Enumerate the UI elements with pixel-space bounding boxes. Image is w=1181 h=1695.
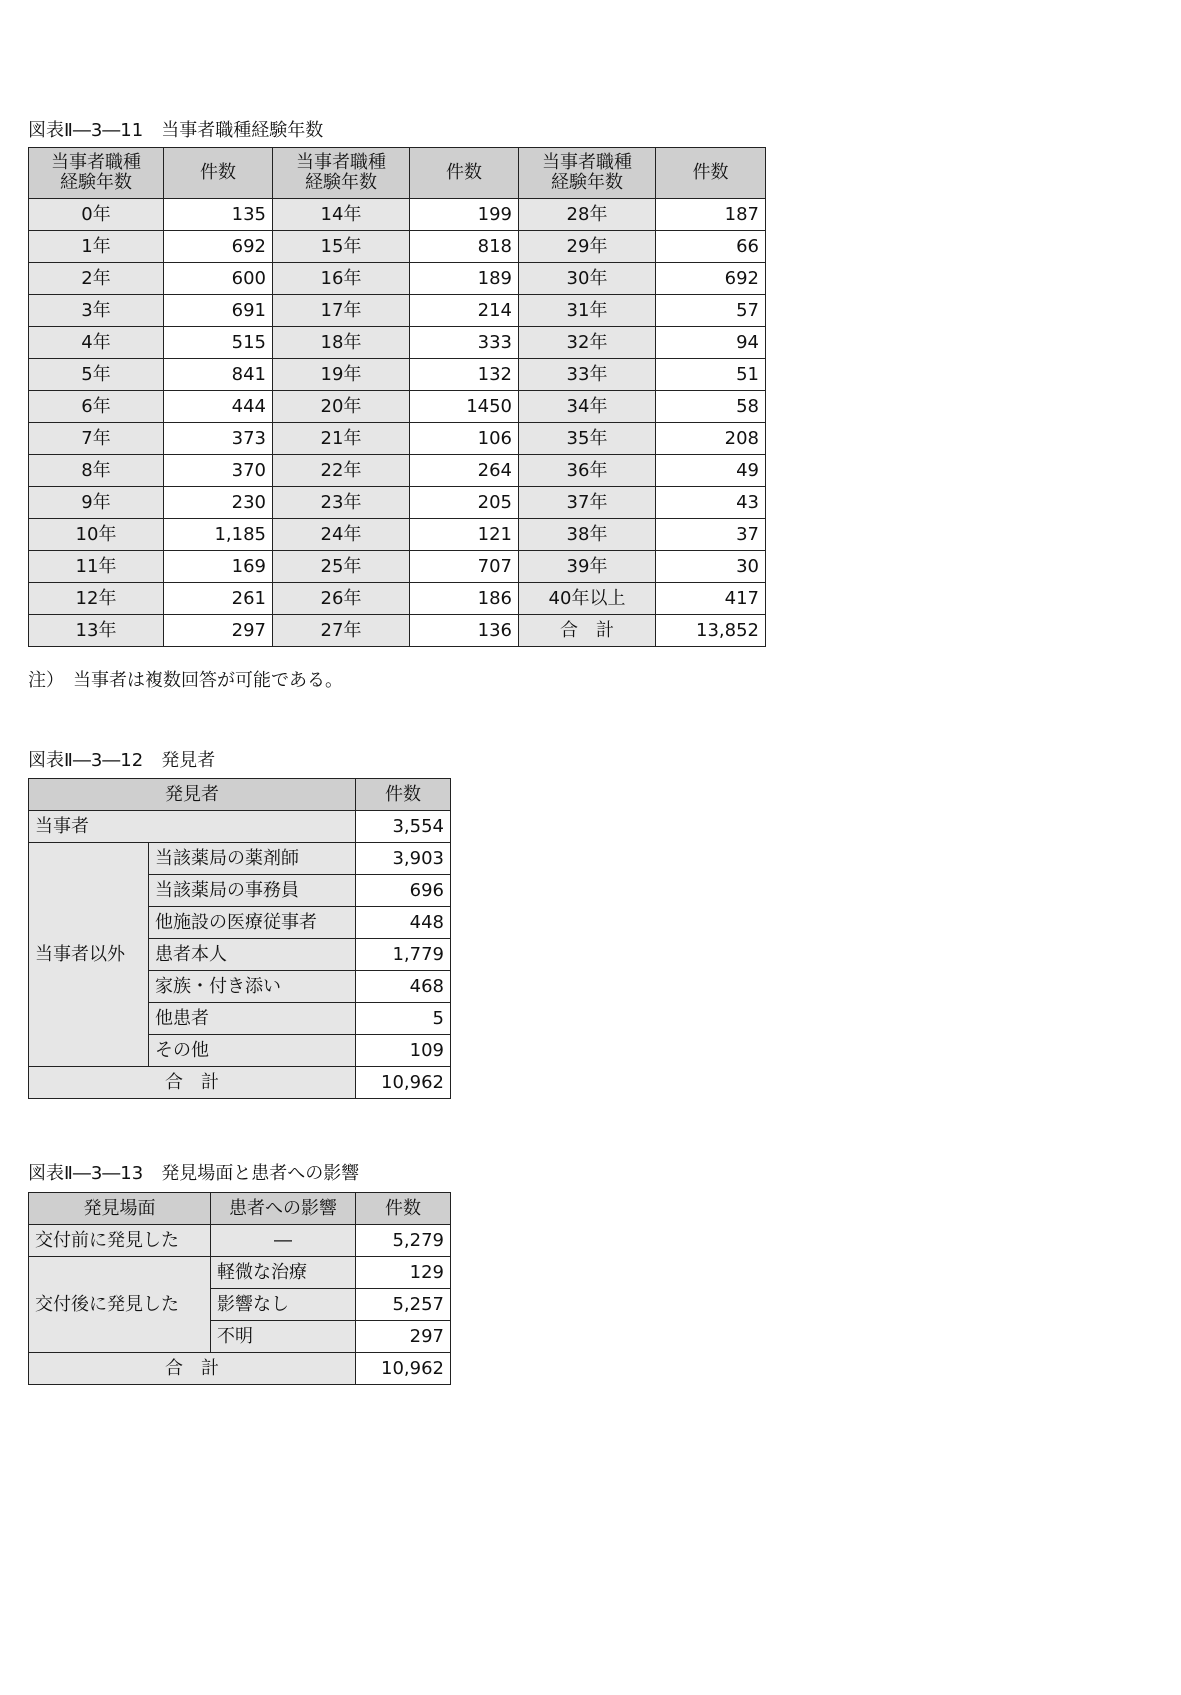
- count-cell: 136: [410, 615, 519, 647]
- count-cell: 94: [656, 327, 766, 359]
- table-row: [29, 487, 766, 519]
- count-cell: 205: [410, 487, 519, 519]
- table-header-row: [29, 1193, 451, 1225]
- row-count: 1,779: [356, 939, 451, 971]
- years-cell: 5年: [29, 359, 164, 391]
- count-cell: 841: [164, 359, 273, 391]
- years-cell: 33年: [519, 359, 656, 391]
- years-cell: 11年: [29, 551, 164, 583]
- count-cell: 214: [410, 295, 519, 327]
- discoverer-table: [28, 778, 451, 1099]
- years-cell: 4年: [29, 327, 164, 359]
- header-discoverer: 発見者: [29, 779, 356, 811]
- header-line: 当事者職種: [51, 152, 141, 173]
- count-cell: 230: [164, 487, 273, 519]
- count-cell: 692: [656, 263, 766, 295]
- row-label: 家族・付き添い: [149, 971, 356, 1003]
- row-count: 5: [356, 1003, 451, 1035]
- table-row: [29, 359, 766, 391]
- table-row: [29, 199, 766, 231]
- years-cell: 25年: [273, 551, 410, 583]
- header-line: 経験年数: [551, 172, 623, 193]
- row-label: 他施設の医療従事者: [149, 907, 356, 939]
- years-cell: 合 計: [519, 615, 656, 647]
- years-cell: 16年: [273, 263, 410, 295]
- header-line: 当事者職種: [296, 152, 386, 173]
- table-row: [29, 1257, 451, 1289]
- row-scene: 交付前に発見した: [29, 1225, 211, 1257]
- count-cell: 57: [656, 295, 766, 327]
- total-count: 10,962: [356, 1067, 451, 1099]
- count-cell: 1450: [410, 391, 519, 423]
- count-cell: 132: [410, 359, 519, 391]
- count-cell: 444: [164, 391, 273, 423]
- row-count: 696: [356, 875, 451, 907]
- table-row: [29, 1225, 451, 1257]
- row-count: 5,257: [356, 1289, 451, 1321]
- count-cell: 370: [164, 455, 273, 487]
- row-effect: 不明: [211, 1321, 356, 1353]
- count-cell: 417: [656, 583, 766, 615]
- years-cell: 35年: [519, 423, 656, 455]
- row-label: 当該薬局の事務員: [149, 875, 356, 907]
- header-count: 件数: [164, 148, 273, 199]
- years-cell: 39年: [519, 551, 656, 583]
- count-cell: 691: [164, 295, 273, 327]
- years-cell: 6年: [29, 391, 164, 423]
- table1-title: 図表Ⅱ―3―11 当事者職種経験年数: [28, 120, 324, 141]
- years-cell: 24年: [273, 519, 410, 551]
- years-cell: 22年: [273, 455, 410, 487]
- table-row: [29, 263, 766, 295]
- table-row: [29, 295, 766, 327]
- table-row: [29, 423, 766, 455]
- row-label: 患者本人: [149, 939, 356, 971]
- row-label: その他: [149, 1035, 356, 1067]
- header-count: 件数: [356, 779, 451, 811]
- header-line: 当事者職種: [542, 152, 632, 173]
- row-count: 3,903: [356, 843, 451, 875]
- years-cell: 30年: [519, 263, 656, 295]
- header-line: 経験年数: [305, 172, 377, 193]
- table-row: [29, 231, 766, 263]
- count-cell: 135: [164, 199, 273, 231]
- count-cell: 49: [656, 455, 766, 487]
- years-cell: 9年: [29, 487, 164, 519]
- table-row: [29, 327, 766, 359]
- header-effect: 患者への影響: [211, 1193, 356, 1225]
- years-cell: 3年: [29, 295, 164, 327]
- years-cell: 38年: [519, 519, 656, 551]
- header-scene: 発見場面: [29, 1193, 211, 1225]
- row-count: 129: [356, 1257, 451, 1289]
- years-cell: 20年: [273, 391, 410, 423]
- years-cell: 7年: [29, 423, 164, 455]
- total-row: [29, 1353, 451, 1385]
- years-cell: 26年: [273, 583, 410, 615]
- count-cell: 600: [164, 263, 273, 295]
- table-row: [29, 455, 766, 487]
- table-row: [29, 811, 451, 843]
- count-cell: 187: [656, 199, 766, 231]
- table1-note: 注） 当事者は複数回答が可能である。: [28, 670, 343, 691]
- total-row: [29, 1067, 451, 1099]
- years-cell: 34年: [519, 391, 656, 423]
- discovery-scene-table: [28, 1192, 451, 1385]
- header-count: 件数: [356, 1193, 451, 1225]
- row-count: 3,554: [356, 811, 451, 843]
- years-cell: 23年: [273, 487, 410, 519]
- table3-title: 図表Ⅱ―3―13 発見場面と患者への影響: [28, 1163, 360, 1184]
- years-cell: 2年: [29, 263, 164, 295]
- years-cell: 0年: [29, 199, 164, 231]
- count-cell: 199: [410, 199, 519, 231]
- years-cell: 18年: [273, 327, 410, 359]
- row-count: 109: [356, 1035, 451, 1067]
- row-label: 当該薬局の薬剤師: [149, 843, 356, 875]
- years-cell: 28年: [519, 199, 656, 231]
- row-count: 468: [356, 971, 451, 1003]
- table-row: [29, 519, 766, 551]
- count-cell: 186: [410, 583, 519, 615]
- count-cell: 373: [164, 423, 273, 455]
- header-count: 件数: [656, 148, 766, 199]
- years-cell: 15年: [273, 231, 410, 263]
- table-header-row: [29, 148, 766, 199]
- count-cell: 707: [410, 551, 519, 583]
- table2-title: 図表Ⅱ―3―12 発見者: [28, 750, 216, 771]
- experience-years-table: [28, 147, 766, 647]
- count-cell: 43: [656, 487, 766, 519]
- count-cell: 333: [410, 327, 519, 359]
- years-cell: 8年: [29, 455, 164, 487]
- years-cell: 27年: [273, 615, 410, 647]
- row-effect: 軽微な治療: [211, 1257, 356, 1289]
- row-effect: ―: [211, 1225, 356, 1257]
- count-cell: 261: [164, 583, 273, 615]
- years-cell: 21年: [273, 423, 410, 455]
- years-cell: 31年: [519, 295, 656, 327]
- years-cell: 29年: [519, 231, 656, 263]
- table-header-row: [29, 779, 451, 811]
- row-label: 他患者: [149, 1003, 356, 1035]
- header-experience-years: [273, 148, 410, 199]
- table-row: [29, 843, 451, 875]
- years-cell: 14年: [273, 199, 410, 231]
- row-count: 5,279: [356, 1225, 451, 1257]
- count-cell: 297: [164, 615, 273, 647]
- count-cell: 13,852: [656, 615, 766, 647]
- count-cell: 1,185: [164, 519, 273, 551]
- count-cell: 515: [164, 327, 273, 359]
- count-cell: 37: [656, 519, 766, 551]
- years-cell: 40年以上: [519, 583, 656, 615]
- row-count: 297: [356, 1321, 451, 1353]
- count-cell: 169: [164, 551, 273, 583]
- count-cell: 58: [656, 391, 766, 423]
- row-count: 448: [356, 907, 451, 939]
- header-experience-years: [29, 148, 164, 199]
- count-cell: 30: [656, 551, 766, 583]
- years-cell: 19年: [273, 359, 410, 391]
- header-count: 件数: [410, 148, 519, 199]
- table-row: [29, 583, 766, 615]
- header-experience-years: [519, 148, 656, 199]
- row-label: 当事者: [29, 811, 356, 843]
- table-row: [29, 391, 766, 423]
- years-cell: 10年: [29, 519, 164, 551]
- count-cell: 106: [410, 423, 519, 455]
- table-row: [29, 615, 766, 647]
- years-cell: 37年: [519, 487, 656, 519]
- years-cell: 36年: [519, 455, 656, 487]
- count-cell: 208: [656, 423, 766, 455]
- after-group-label: 交付後に発見した: [29, 1257, 211, 1353]
- count-cell: 692: [164, 231, 273, 263]
- years-cell: 12年: [29, 583, 164, 615]
- count-cell: 189: [410, 263, 519, 295]
- count-cell: 51: [656, 359, 766, 391]
- count-cell: 818: [410, 231, 519, 263]
- years-cell: 32年: [519, 327, 656, 359]
- total-count: 10,962: [356, 1353, 451, 1385]
- count-cell: 66: [656, 231, 766, 263]
- count-cell: 121: [410, 519, 519, 551]
- total-label: 合 計: [29, 1353, 356, 1385]
- others-group-label: 当事者以外: [29, 843, 149, 1067]
- row-effect: 影響なし: [211, 1289, 356, 1321]
- count-cell: 264: [410, 455, 519, 487]
- total-label: 合 計: [29, 1067, 356, 1099]
- header-line: 経験年数: [60, 172, 132, 193]
- years-cell: 1年: [29, 231, 164, 263]
- years-cell: 13年: [29, 615, 164, 647]
- table-row: [29, 551, 766, 583]
- years-cell: 17年: [273, 295, 410, 327]
